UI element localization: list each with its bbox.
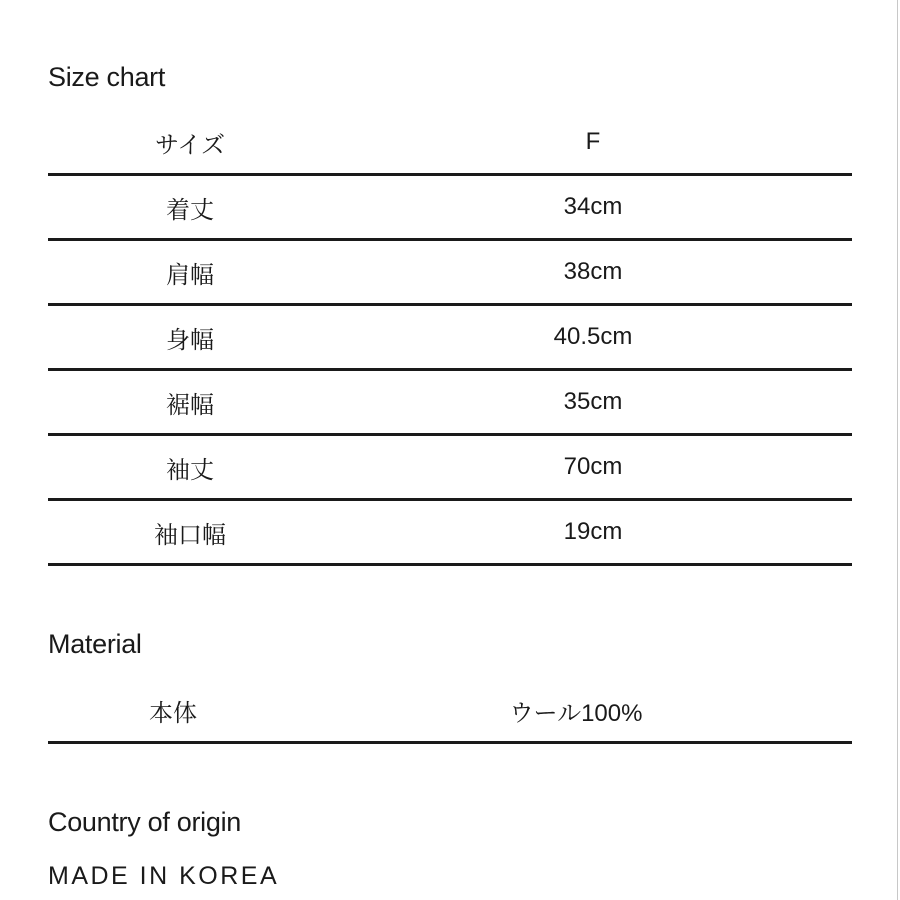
row-label: 袖口幅 [154,521,226,549]
row-value: 35cm [563,388,623,415]
row-label: 袖丈 [166,456,214,484]
row-label: 本体 [149,699,197,727]
row-label: 身幅 [166,326,214,354]
table-row [48,679,852,744]
row-label: 肩幅 [166,261,214,289]
material-heading: Material [48,629,142,659]
table-row [48,501,852,566]
origin-heading: Country of origin [48,807,241,837]
material-table [48,679,852,744]
row-value: 34cm [563,193,623,220]
table-row [48,241,852,306]
row-value: 40.5cm [553,323,633,350]
size-chart-table [48,111,852,566]
row-value: 38cm [563,258,623,285]
table-row [48,176,852,241]
table-row [48,436,852,501]
row-label: 裾幅 [166,391,214,419]
table-header-row [48,111,852,176]
row-value: 70cm [563,453,623,480]
size-value: F [585,128,601,155]
size-chart-heading: Size chart [48,62,166,92]
page-edge-divider [897,0,898,900]
row-label: 着丈 [166,196,214,224]
table-row [48,306,852,371]
table-row [48,371,852,436]
origin-value: MADE IN KOREA [48,862,280,890]
size-label: サイズ [154,131,226,159]
row-value: ウール100% [509,699,643,727]
row-value: 19cm [563,518,623,545]
